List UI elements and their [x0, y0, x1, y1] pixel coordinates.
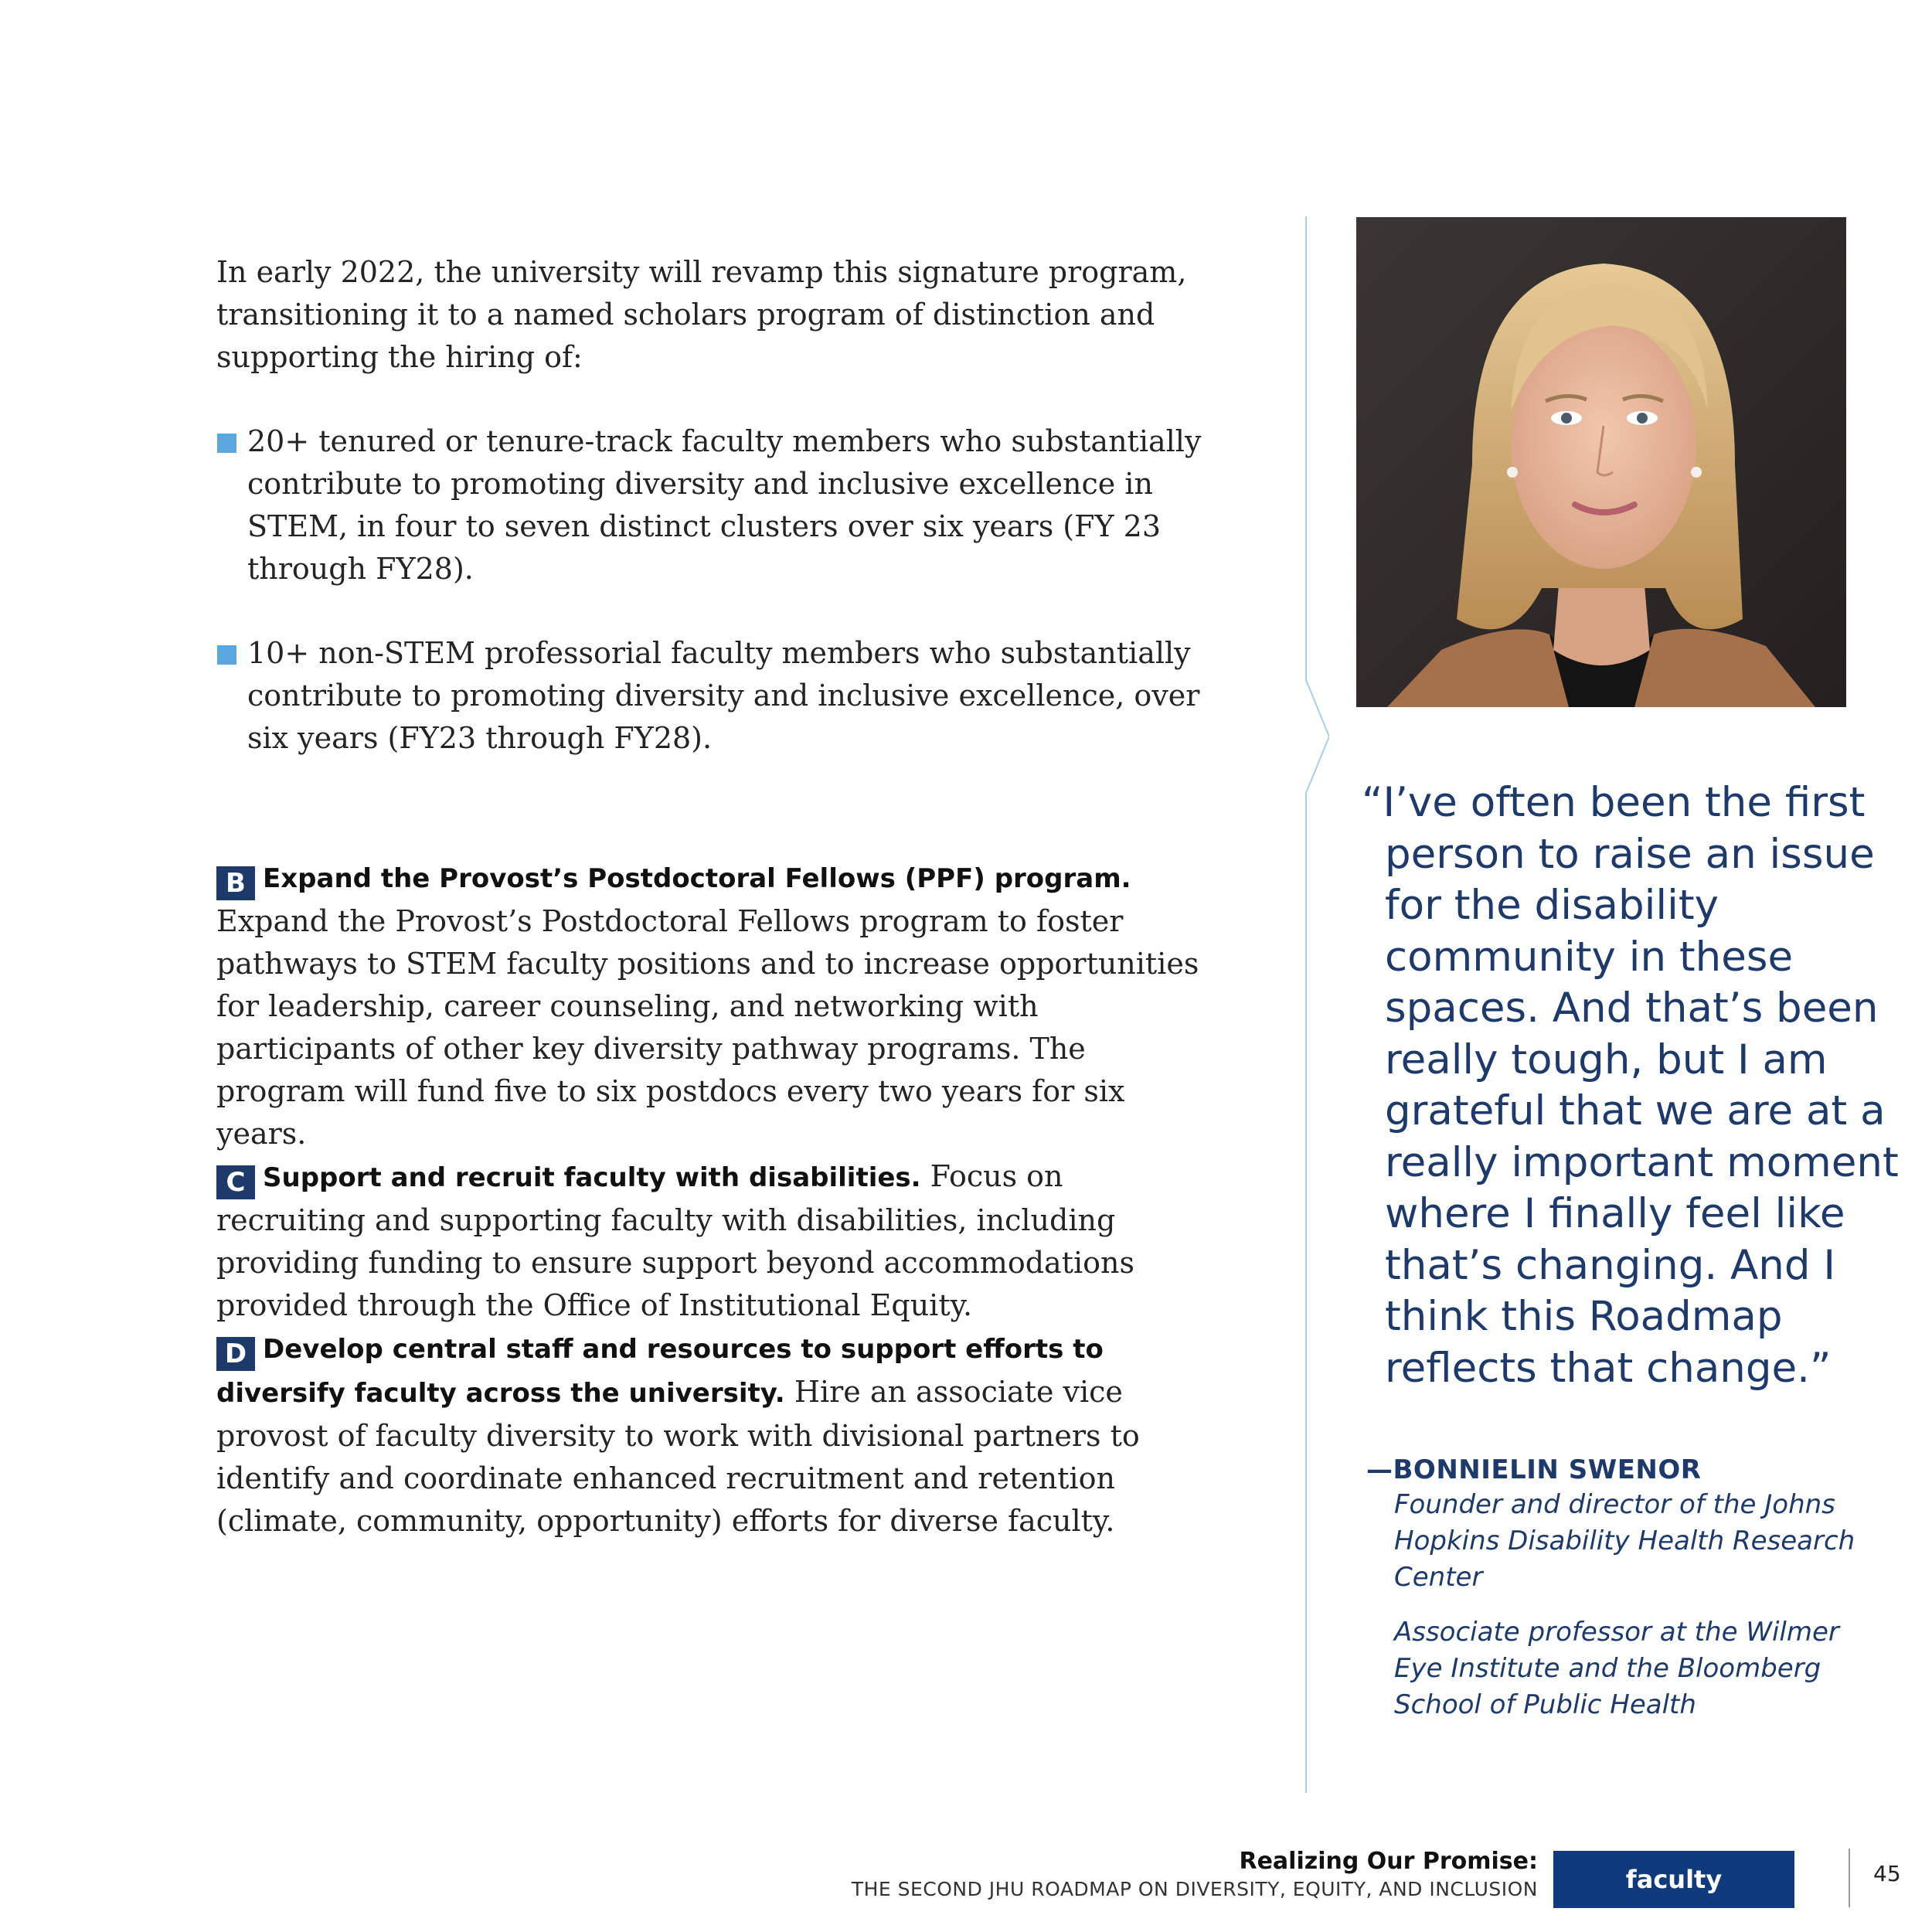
quote-attribution: [1366, 1453, 1876, 1723]
bullet-text: 10+ non-STEM professorial faculty members who substantially contribute to promoting diversity and inclusive excellence, over six years (FY23 through FY28).: [247, 636, 1200, 755]
section-lead: Develop central staff and resources to support efforts to diversify faculty across the university.: [216, 1334, 1104, 1409]
footer-divider: [1849, 1849, 1850, 1907]
attribution-role: Associate professor at the Wilmer Eye Institute and the Bloomberg School of Public Health: [1394, 1617, 1839, 1720]
section-lead: Support and recruit faculty with disabilities.: [263, 1162, 921, 1193]
pull-quote: “I’ve often been the first person to raise an issue for the disability community in these spaces. And that’s been really tough, but I am grateful that we are at a really important moment where I finally feel like that’s changing. And I think this Roadmap reflects that change.”: [1362, 779, 1899, 1392]
section-letter-badge: B: [216, 866, 255, 900]
footer-subtitle: THE SECOND JHU ROADMAP ON DIVERSITY, EQUITY, AND INCLUSION: [851, 1878, 1538, 1900]
attribution-name: —BONNIELIN SWENOR: [1366, 1454, 1702, 1485]
bullet-text: 20+ tenured or tenure-track faculty members who substantially contribute to promoting diversity and inclusive excellence in STEM, in four to seven distinct clusters over six years (FY 23 through FY28).: [247, 424, 1202, 586]
footer-publication: [852, 1847, 1538, 1903]
section-b: [216, 856, 1206, 1155]
section-body: Expand the Provost’s Postdoctoral Fellows program to foster pathways to STEM faculty positions and to increase opportunities for leadership, career counseling, and networking with participants of other key diversity pathway programs. The program will fund five to six postdocs every two years for six years.: [216, 904, 1199, 1151]
section-lead: Expand the Provost’s Postdoctoral Fellows (PPF) program.: [263, 863, 1131, 894]
body-column: [216, 251, 1206, 1543]
section-body: Hire an associate vice provost of faculty diversity to work with divisional partners to identify and coordinate enhanced recruitment and retention (climate, community, opportunity) efforts for diverse faculty.: [216, 1375, 1140, 1538]
footer-title: Realizing Our Promise:: [1239, 1848, 1538, 1875]
bullet-square-icon: [217, 645, 236, 665]
section-c: [216, 1155, 1206, 1327]
portrait-photo: [1356, 217, 1846, 707]
section-body: Focus on recruiting and supporting faculty with disabilities, including providing funding to ensure support beyond accommodations provided through the Office of Institutional Equity.: [216, 1159, 1134, 1322]
page-number: 45: [1873, 1861, 1901, 1886]
section-letter-badge: C: [216, 1165, 255, 1199]
bullet-item: [216, 420, 1206, 590]
section-letter-badge: D: [216, 1337, 255, 1371]
intro-paragraph: In early 2022, the university will revamp this signature program, transitioning it to a named scholars program of distinction and supporting the hiring of:: [216, 255, 1187, 374]
section-d: [216, 1327, 1206, 1543]
bullet-item: [216, 632, 1206, 760]
bullet-square-icon: [217, 434, 236, 453]
attribution-role: Founder and director of the Johns Hopkins Disability Health Research Center: [1394, 1489, 1855, 1593]
column-divider: [1283, 216, 1329, 1793]
section-tab-faculty[interactable]: faculty: [1553, 1851, 1794, 1908]
